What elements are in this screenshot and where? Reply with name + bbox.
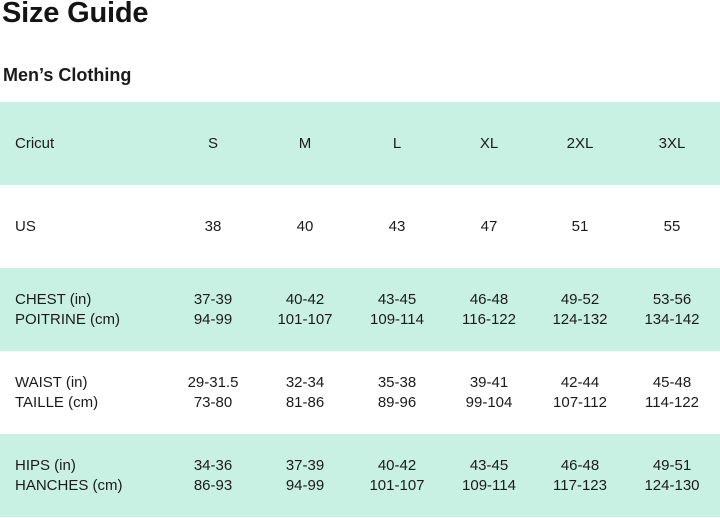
cell-line: 89-96 [377, 393, 417, 411]
cell-line: 109-114 [370, 310, 424, 328]
waist-row [0, 351, 720, 434]
cell-line: 73-80 [193, 393, 233, 411]
row-label-line: CHEST (in) [15, 290, 92, 308]
row-label [15, 185, 36, 268]
row-label-line: POITRINE (cm) [15, 310, 120, 328]
cell-line: 55 [663, 217, 681, 235]
table-cell [617, 185, 720, 268]
cell-line: 51 [571, 217, 589, 235]
row-label-line: WAIST (in) [15, 373, 88, 391]
row-label [15, 351, 98, 434]
cell-line: 94-99 [285, 476, 325, 494]
size-table [0, 102, 720, 518]
row-label-line: Cricut [15, 134, 55, 152]
cell-line: 81-86 [285, 393, 325, 411]
cell-line: 43 [388, 217, 406, 235]
cell-line: 37-39 [285, 456, 325, 474]
chest-row [0, 268, 720, 351]
cell-line: 47 [480, 217, 498, 235]
cell-line: L [392, 134, 402, 152]
cell-line: 53-56 [652, 290, 692, 308]
size-header-row [0, 102, 720, 185]
cell-line: 107-112 [553, 393, 607, 411]
cell-line: 42-44 [560, 373, 600, 391]
cell-line: 37-39 [193, 290, 233, 308]
cell-line: 43-45 [377, 290, 417, 308]
table-cell [617, 351, 720, 434]
cell-line: 35-38 [377, 373, 417, 391]
table-cell [617, 434, 720, 517]
cell-line: 124-132 [552, 310, 608, 328]
cell-line: 109-114 [462, 476, 516, 494]
cell-line: 114-122 [645, 393, 699, 411]
size-cell-3xl [617, 102, 720, 185]
cell-line: 43-45 [469, 456, 509, 474]
cell-line: 46-48 [469, 290, 509, 308]
cell-line: 86-93 [193, 476, 233, 494]
cell-line: 124-130 [644, 476, 700, 494]
table-cell [617, 268, 720, 351]
cell-line: 116-122 [462, 310, 516, 328]
cell-line: 29-31.5 [187, 373, 239, 391]
cell-line: 34-36 [193, 456, 233, 474]
cell-line: 94-99 [193, 310, 233, 328]
cell-line: 40 [296, 217, 314, 235]
cell-line: 38 [204, 217, 222, 235]
row-label [15, 434, 123, 517]
us-size-row [0, 185, 720, 268]
row-label-line: TAILLE (cm) [15, 393, 99, 411]
cell-line: 40-42 [377, 456, 417, 474]
cell-line: 2XL [566, 134, 594, 152]
cell-line: 39-41 [469, 373, 509, 391]
cell-line: S [207, 134, 218, 152]
cell-line: 49-51 [652, 456, 692, 474]
cell-line: 49-52 [560, 290, 600, 308]
cell-line: 40-42 [285, 290, 325, 308]
row-label [15, 102, 54, 185]
cell-line: M [298, 134, 312, 152]
row-label-line: HIPS (in) [15, 456, 76, 474]
cell-line: 32-34 [285, 373, 325, 391]
row-label [15, 268, 120, 351]
row-label-line: HANCHES (cm) [15, 476, 123, 494]
cell-line: 46-48 [560, 456, 600, 474]
row-label-line: US [15, 217, 36, 235]
cell-line: XL [479, 134, 499, 152]
section-title: Men’s Clothing [3, 65, 132, 85]
cell-line: 45-48 [652, 373, 692, 391]
cell-line: 117-123 [553, 476, 607, 494]
cell-line: 101-107 [277, 310, 333, 328]
cell-line: 3XL [658, 134, 686, 152]
hips-row [0, 434, 720, 517]
cell-line: 101-107 [369, 476, 425, 494]
cell-line: 134-142 [644, 310, 700, 328]
cell-line: 99-104 [465, 393, 513, 411]
page-title: Size Guide [2, 0, 149, 29]
